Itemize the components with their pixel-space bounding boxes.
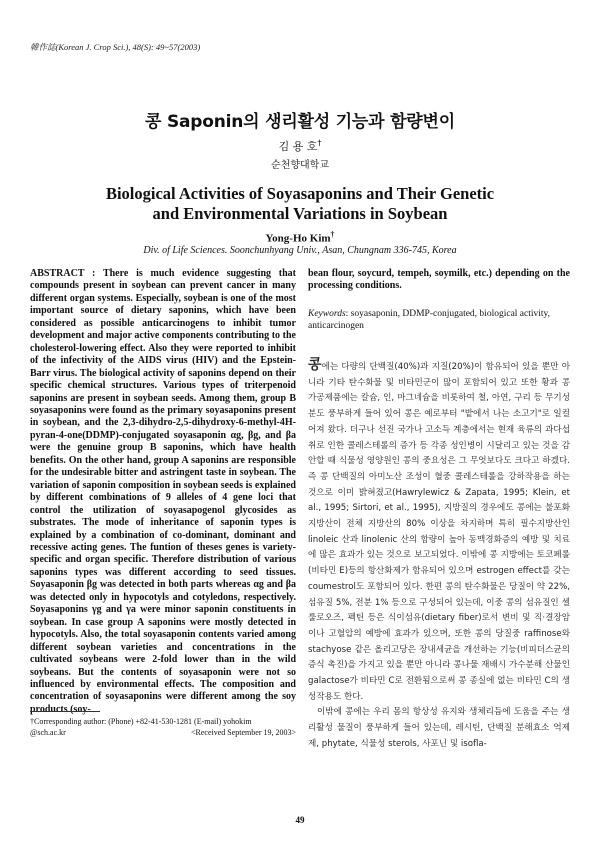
english-title-line-1: Biological Activities of Soyasaponins and Their Genetic: [105, 184, 495, 203]
keywords: [308, 308, 570, 332]
keywords-text: : soyasaponin, DDMP-conjugated, biological activity, anticarcinogen: [308, 309, 551, 331]
korean-author-mark: †: [317, 138, 322, 148]
korean-affiliation: 순천향대학교: [271, 160, 329, 171]
footnote-line-2: [30, 727, 296, 738]
korean-author: [0, 138, 600, 154]
english-author-mark: †: [330, 230, 335, 239]
english-affiliation: Div. of Life Sciences. Soonchunhyang Univ., Asan, Chungnam 336-745, Korea: [143, 245, 457, 256]
abstract: [30, 268, 296, 716]
korean-title: 콩 Saponin의 생리활성 기능과 함량변이: [145, 112, 455, 132]
received-date: <Received September 19, 2003>: [191, 728, 296, 737]
abstract-text: There is much evidence suggesting that compounds present in soybean can prevent cancer in many different organ systems. Especially, soybean is one of the most important source of dietary saponins, which have been considered as possible anticarcinogens to inhibit tumor development and major active components contributing to the cholesterol-lowering effect. Also they were reported to inhibit of the infectivity of the AIDS virus (HIV) and the Epstein-Barr virus. The biological activity of saponins depend on their specific chemical structures. Various types of triterpenoid saponins are present in soybean seeds. Among them, group B soyasaponins were found as the primary soyasaponins present in soybean, and the 2,3-dihydro-2,5-dihydroxy-6-methyl-4H-pyran-4-one(DDMP)-conjugated soyasaponin αg, βg, and βa were the genuine group B saponins, which have health benefits. On the other hand, group A saponins are responsible for the undesirable bitter and astringent taste in soybean. The variation of saponin composition in soybean seeds is explained by different combinations of 9 alleles of 4 gene loci that control the utilization of soyasapogenol glycosides as substrates. The mode of inheritance of saponin types is explained by a combination of co-dominant, dominant and recessive acting genes. The funtion of theses genes is variety-specific and organ specific. Therefore distribution of various saponins types was different according to seed tissues. Soyasaponin βg was detected in both parts whereas αg and βa was detected only in hypocotyls and cotyledons, respectively. Soyasaponins γg and γa were minor saponin constituents in soybean. In case group A saponins were mostly detected in hypocotyls. Also, the total soyasaponin contents varied among different soybean varieties and concentrations in the cultivated soybeans were 2-fold lower than in the wild soybeans. But the contents of soyasaponin were not so influenced by environmental effects. The composition and concentration of soyasaponins were different among the soy products (soy-: [30, 268, 296, 715]
english-author: [0, 230, 600, 245]
korean-author-name: 김 용 호: [278, 140, 318, 153]
english-title: [0, 184, 600, 224]
journal-citation: 韓作誌(Korean J. Crop Sci.), 48(S): 49~57(2003): [30, 42, 201, 52]
english-author-name: Yong-Ho Kim: [265, 232, 331, 245]
body-paragraph-2: 이밖에 콩에는 우리 몸의 항상성 유지와 생체리듬에 도움을 주는 생리활성 물질이 풍부하게 들어 있는데, 레시틴, 단백질 분해효소 억제제, phytate, 식물성 sterols, 사포닌 및 isofla-: [308, 707, 570, 749]
page-number: 49: [295, 815, 305, 825]
abstract-label: ABSTRACT :: [30, 268, 96, 279]
footnote-divider: [30, 711, 100, 712]
footnote-line-1: †Corresponding author: (Phone) +82-41-530-1281 (E-mail) yohokim: [30, 717, 252, 726]
korean-body-text: [308, 358, 570, 753]
body-paragraph-1: 에는 다량의 단백질(40%)과 지질(20%)이 함유되어 있을 뿐만 아니라 기타 탄수화물 및 비타민군이 많이 포함되어 있고 또한 황과 콩 가공제품에는 칼슘, 인, 마그네슘을 비롯하여 철, 아연, 구리 등 무기성분도 풍부하게 들어 있어 콩은 예로부터 "밭에서 나는 소고기"로 일컬어져 왔다. 더구나 선진 국가나 고소득 계층에서는 현재 육류의 과다섭취로 인한 콜레스테롤의 증가 등 각종 성인병이 시달리고 있는 것을 감안할 때 식물성 영양원인 콩의 중요성은 그 무엇보다도 크다고 하겠다. 즉 콩 단백질의 아미노산 조성이 혈중 콜레스테롤을 강하작용을 하는 것으로 이미 밝혀졌고(Hawrylewicz & Zapata, 1995; Klein, et al., 1995; Sirtori, et al., 1995), 지방질의 경우에도 콩에는 불포화지방산이 전체 지방산의 80% 이상을 차지하며 특히 필수지방산인 linoleic 산과 linolenic 산의 함량이 높아 동맥경화증의 예방 및 치료에 많은 효과가 있는 것으로 보고되었다. 이밖에 콩 지방에는 토코페롤(비타민 E)등의 항산화제가 함유되어 있으며 estrogen effect를 갖는 coumestrol도 포함되어 있다. 한편 콩의 탄수화물은 당질이 약 22%, 섬유질 5%, 전분 1% 등으로 구성되어 있는데, 이중 콩의 섬유질인 셀룰로오즈, 펙틴 등은 식이섬유(dietary fiber)로서 변비 및 직·결장암이나 고혈압의 예방에 효과가 있으며, 또한 콩의 당질중 raffinose와 stachyose 같은 올리고당은 장내세균을 개선하는 기능(비피더스균의 증식 촉진)을 가지고 있을 뿐만 아니라 콩나물 재배시 가수분해 산물인 galactose가 비타민 C로 전환됨으로써 콩 종실에 없는 비타민 C의 생성작용도 한다.: [308, 362, 570, 702]
footnote-email-suffix: @sch.ac.kr: [30, 728, 66, 737]
footnote: [30, 716, 296, 738]
body-dropcap: 콩: [308, 357, 322, 373]
english-title-line-2: and Environmental Variations in Soybean: [152, 204, 448, 223]
keywords-label: Keywords: [308, 309, 346, 319]
abstract-continued: bean flour, soycurd, tempeh, soymilk, etc.) depending on the processing conditions.: [308, 268, 570, 292]
